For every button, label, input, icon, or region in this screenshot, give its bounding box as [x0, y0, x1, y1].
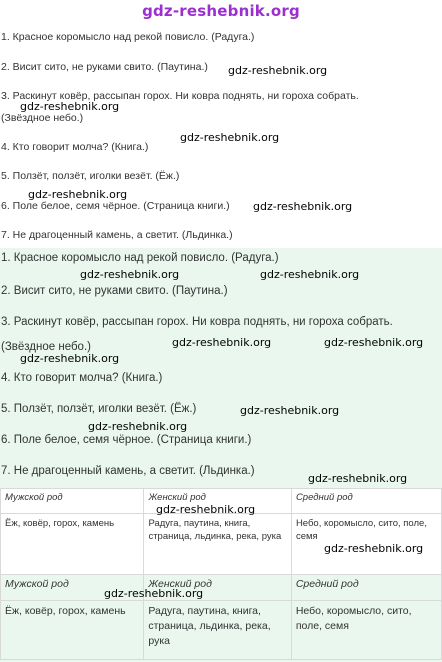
riddle-line-1: 1. Красное коромысло над рекой повисло. (Радуга.)	[1, 31, 255, 43]
answer-line-5: 5. Ползёт, ползёт, иголки везёт. (Ёж.)	[1, 403, 197, 415]
watermark: gdz-reshebnik.org	[172, 336, 272, 349]
watermark: gdz-reshebnik.org	[228, 64, 328, 77]
watermark: gdz-reshebnik.org	[28, 188, 128, 201]
watermark: gdz-reshebnik.org	[240, 404, 340, 417]
cell-neuter: Небо, коромысло, сито, поле, семя	[291, 601, 441, 660]
riddle-line-6: 6. Поле белое, семя чёрное. (Страница книги.)	[1, 200, 230, 212]
watermark: gdz-reshebnik.org	[324, 336, 424, 349]
watermark: gdz-reshebnik.org	[308, 472, 408, 485]
watermark: gdz-reshebnik.org	[180, 131, 280, 144]
header-masculine: Мужской род	[1, 489, 144, 514]
watermark: gdz-reshebnik.org	[324, 542, 424, 555]
header-neuter: Средний род	[291, 489, 441, 514]
header-masculine: Мужской род	[1, 575, 144, 601]
cell-feminine: Радуга, паутина, книга, страница, льдинка, река, рука	[144, 601, 291, 660]
answer-line-7: 7. Не драгоценный камень, а светит. (Льдинка.)	[1, 465, 255, 477]
riddle-line-3-answer: (Звёздное небо.)	[1, 112, 84, 124]
watermark: gdz-reshebnik.org	[88, 420, 188, 433]
cell-neuter: Небо, коромысло, сито, поле, семя	[291, 514, 441, 577]
answer-line-4: 4. Кто говорит молча? (Книга.)	[1, 372, 163, 384]
answer-panel	[0, 248, 442, 488]
riddle-line-5: 5. Ползёт, ползёт, иголки везёт. (Ёж.)	[1, 170, 180, 182]
riddle-line-7: 7. Не драгоценный камень, а светит. (Льдинка.)	[1, 229, 233, 241]
header-feminine: Женский род	[144, 489, 291, 514]
answer-line-1: 1. Красное коромысло над рекой повисло. (Радуга.)	[1, 252, 279, 264]
watermark: gdz-reshebnik.org	[80, 268, 180, 281]
watermark: gdz-reshebnik.org	[260, 268, 360, 281]
riddles-panel	[0, 24, 442, 248]
cell-feminine: Радуга, паутина, книга, страница, льдинка, река, рука	[144, 514, 291, 577]
watermark: gdz-reshebnik.org	[156, 503, 256, 516]
table-row	[1, 601, 442, 660]
answer-line-3: 3. Раскинут ковёр, рассыпан горох. Ни ковра поднять, ни гороха собрать.	[1, 316, 393, 328]
riddle-line-4: 4. Кто говорит молча? (Книга.)	[1, 141, 149, 153]
watermark: gdz-reshebnik.org	[253, 200, 353, 213]
riddle-line-2: 2. Висит сито, не руками свито. (Паутина.)	[1, 61, 208, 73]
cell-masculine: Ёж, ковёр, горох, камень	[1, 601, 144, 660]
watermark: gdz-reshebnik.org	[20, 100, 120, 113]
answer-line-3-answer: (Звёздное небо.)	[1, 341, 91, 353]
cell-masculine: Ёж, ковёр, горох, камень	[1, 514, 144, 577]
gender-table	[0, 574, 442, 660]
answer-line-6: 6. Поле белое, семя чёрное. (Страница книги.)	[1, 434, 252, 446]
riddle-line-3: 3. Раскинут ковёр, рассыпан горох. Ни ковра поднять, ни гороха собрать.	[1, 90, 359, 102]
watermark: gdz-reshebnik.org	[104, 587, 204, 600]
answer-line-2: 2. Висит сито, не руками свито. (Паутина.)	[1, 285, 228, 297]
gender-table-answer-panel	[0, 574, 442, 662]
watermark: gdz-reshebnik.org	[20, 352, 120, 365]
table-header-row	[1, 575, 442, 601]
gender-table-panel	[0, 488, 442, 574]
header-neuter: Средний род	[291, 575, 441, 601]
header-feminine: Женский род	[144, 575, 291, 601]
header-band	[0, 0, 442, 24]
site-logo[interactable]: gdz-reshebnik.org	[142, 2, 300, 20]
gender-table	[0, 488, 442, 577]
